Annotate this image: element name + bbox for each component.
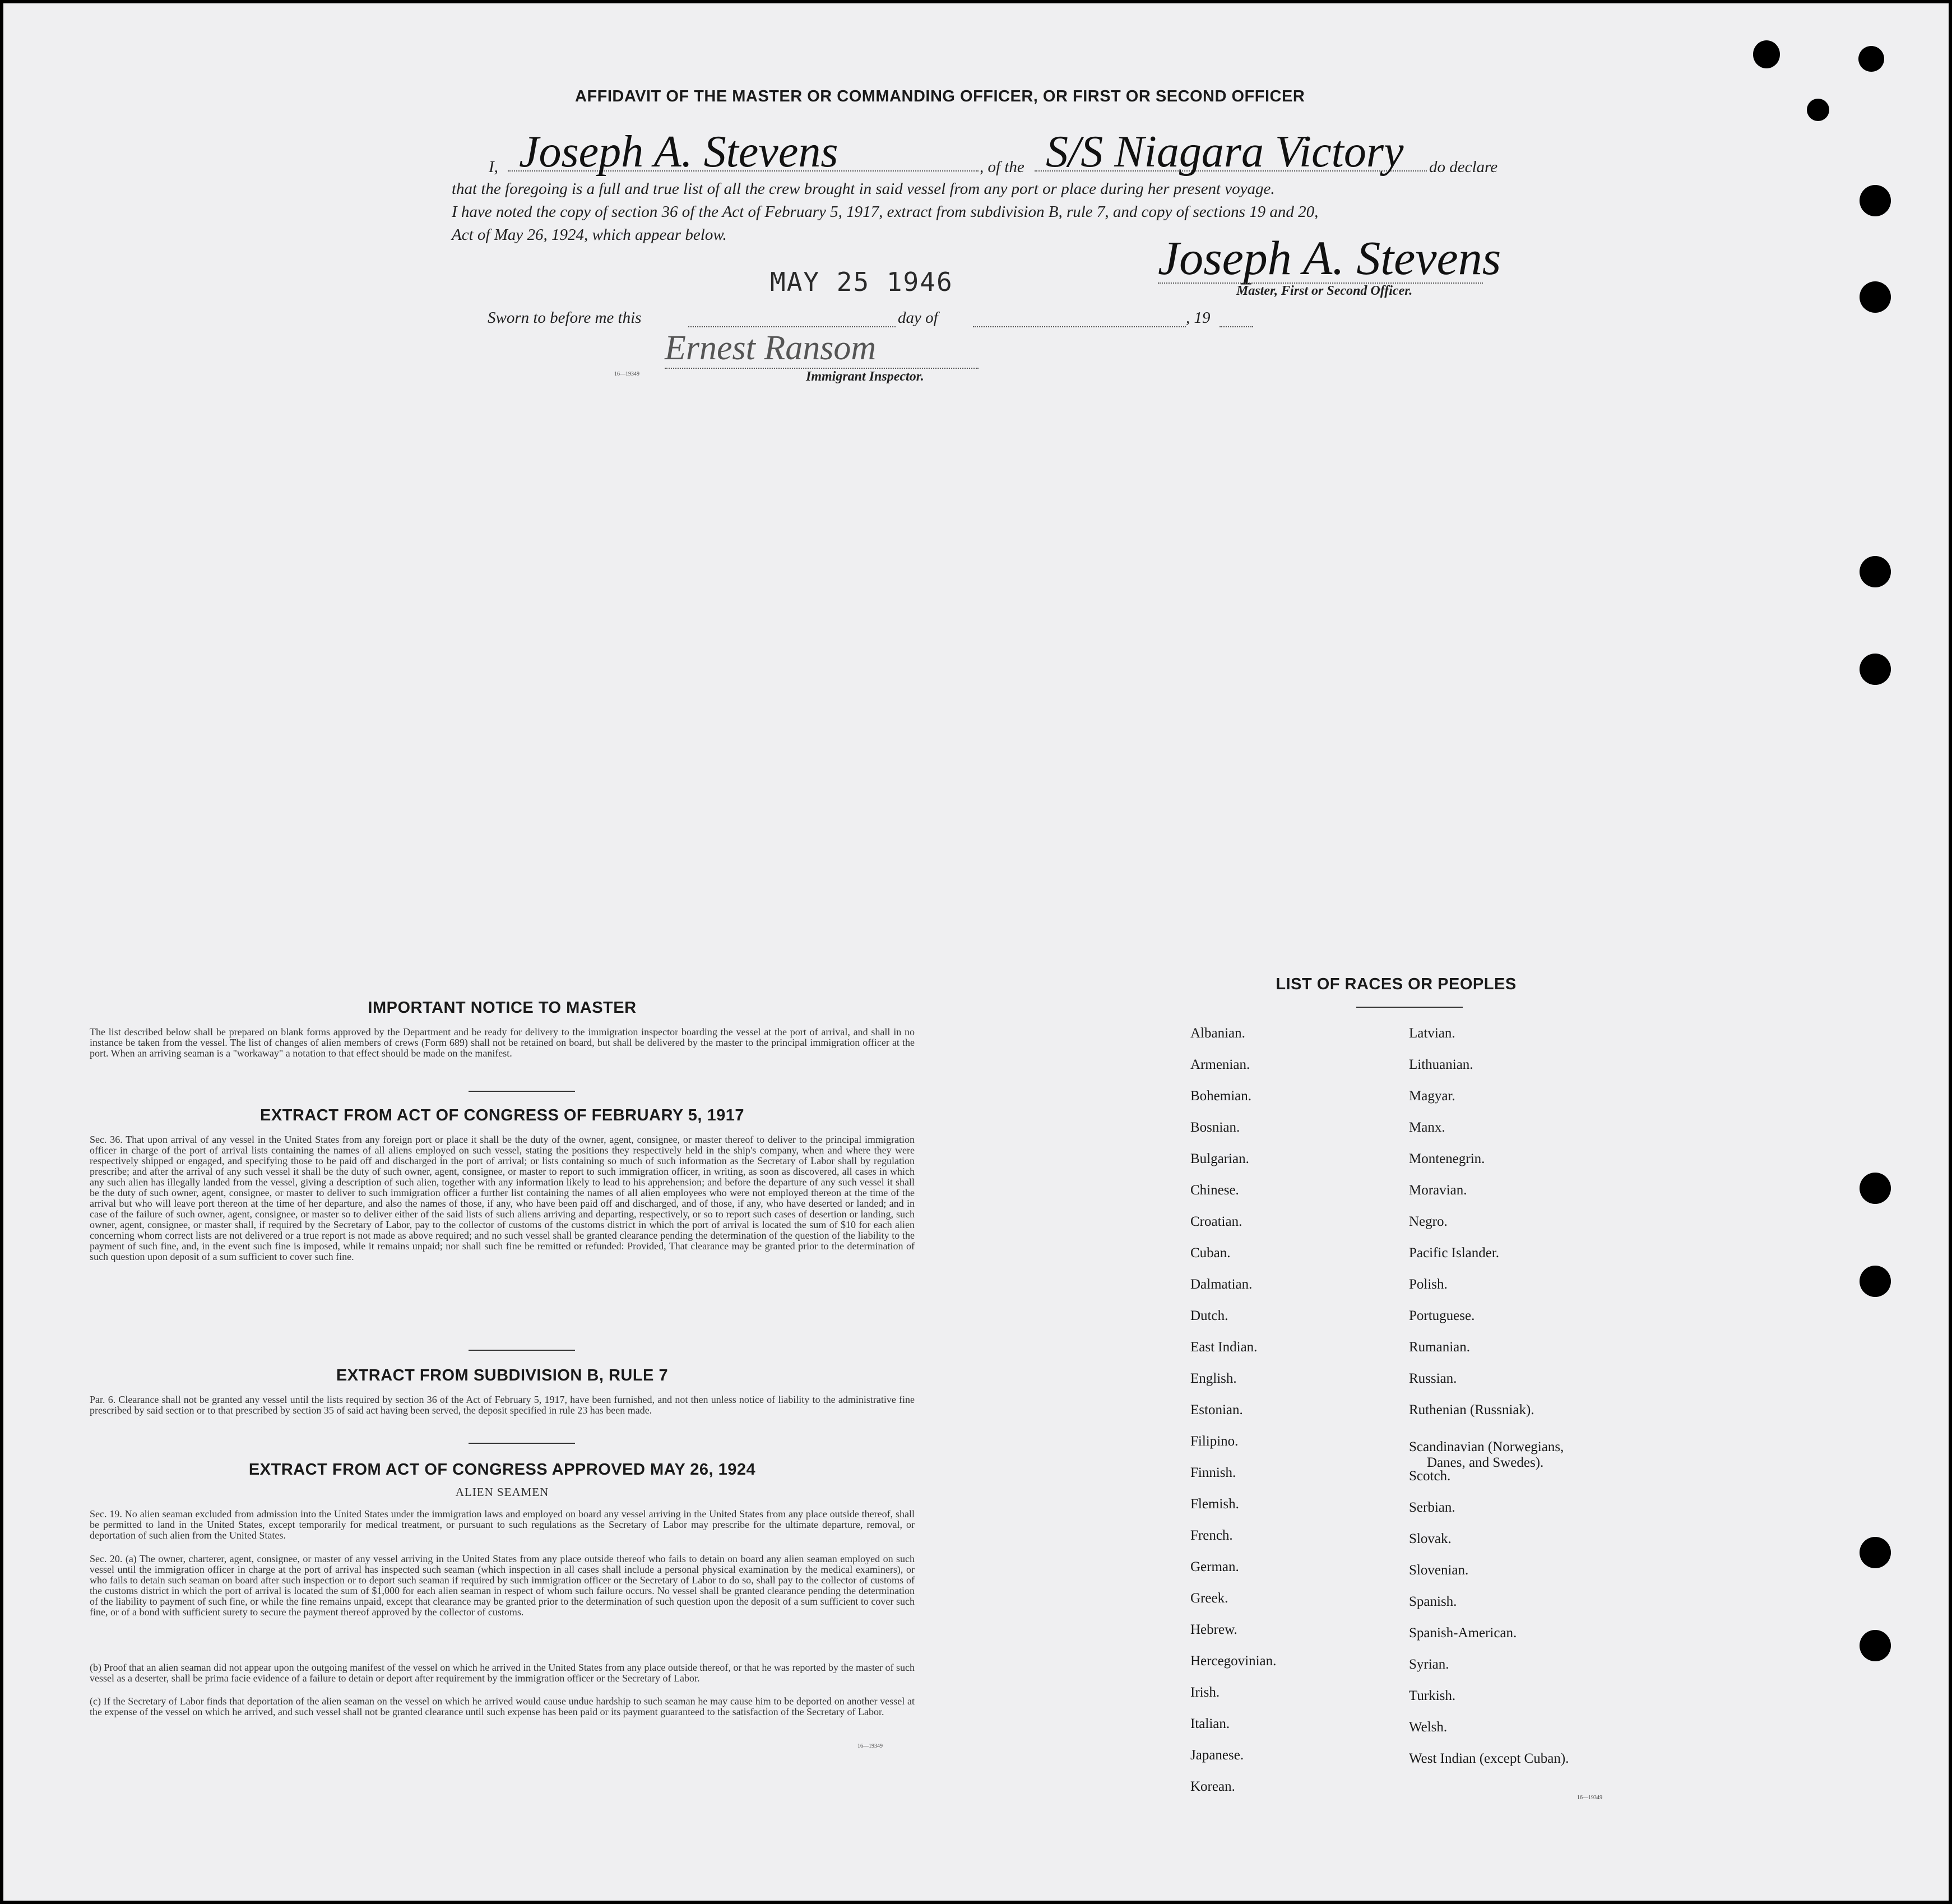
race-item: Latvian. [1409,1026,1455,1041]
form-number: 16—19349 [857,1743,883,1749]
race-item: Spanish-American. [1409,1625,1517,1641]
race-item: Finnish. [1190,1465,1236,1480]
race-item: Pacific Islander. [1409,1245,1500,1261]
divider [1356,1007,1463,1008]
race-item: Serbian. [1409,1500,1455,1515]
punch-hole [1860,1537,1891,1568]
punch-hole [1753,40,1780,68]
inspector-role: Immigrant Inspector. [806,369,924,384]
line1-end: do declare [1429,158,1498,176]
line1-prefix: I, [489,158,498,176]
race-item: Scotch. [1409,1468,1451,1484]
punch-hole [1860,1630,1891,1661]
sec19-body: Sec. 19. No alien seaman excluded from admission into the United States under the immigration laws and employed on board any vessel arriving in the United States from any place outside thereof, shall be permitted to land in the United States, except temporarily for medical treatment, or pursuant to such regulations as the Secretary of Labor may prescribe for the ultimate departure, removal, or deportation of such alien from the United States. [90,1508,915,1541]
race-item: Armenian. [1190,1057,1250,1072]
race-item: Ruthenian (Russniak). [1409,1402,1534,1417]
subdivision-b-body: Par. 6. Clearance shall not be granted any vessel until the lists required by section 36 of the Act of February 5, 1917, have been furnished, and not then unless notice of liability to the administrative fine prescribed by said section or to that prescribed by section 35 of said act having been served, the deposit specified in rule 23 has been made. [90,1394,915,1416]
race-item: Chinese. [1190,1183,1239,1198]
line1-of: , of the [980,158,1024,176]
race-item: Polish. [1409,1277,1448,1292]
race-item: Bohemian. [1190,1088,1252,1104]
line2: that the foregoing is a full and true list of all the crew brought in said vessel from any port or place during her present voyage. [452,180,1275,198]
race-item: Bulgarian. [1190,1151,1249,1166]
line4: Act of May 26, 1924, which appear below. [452,226,727,244]
race-item: Danes, and Swedes). [1427,1455,1544,1470]
race-item: Welsh. [1409,1720,1448,1735]
year-blank [1220,326,1253,327]
race-item: Filipino. [1190,1434,1239,1449]
punch-hole [1858,46,1884,72]
race-item: English. [1190,1371,1237,1386]
race-item: East Indian. [1190,1340,1258,1355]
race-item: Slovenian. [1409,1563,1469,1578]
inspector-blank [665,368,979,369]
race-item: Slovak. [1409,1531,1452,1546]
race-item: West Indian (except Cuban). [1409,1751,1569,1766]
affidavit-title: AFFIDAVIT OF THE MASTER OR COMMANDING OFFICER, OR FIRST OR SECOND OFFICER [575,87,1305,105]
race-item: Rumanian. [1409,1340,1471,1355]
form-number: 16—19349 [1577,1795,1602,1801]
year-prefix: , 19 [1186,309,1211,327]
alien-seamen-subtitle: ALIEN SEAMEN [455,1485,549,1499]
race-item: Russian. [1409,1371,1457,1386]
inspector-signature: Ernest Ransom [665,329,877,367]
race-item: Korean. [1190,1779,1235,1794]
subdivision-b-title: EXTRACT FROM SUBDIVISION B, RULE 7 [336,1366,669,1384]
race-item: Portuguese. [1409,1308,1475,1323]
race-item: Magyar. [1409,1088,1455,1104]
notice-body: The list described below shall be prepared on blank forms approved by the Department and be ready for delivery to the immigration inspector boarding the vessel at the port of arrival, and shall in no instance be taken from the vessel. The list of changes of alien members of crews (Form 689) shall not be retained on board, but shall be delivered by the master to the principal immigration officer at the port. When an arriving seaman is a "workaway" a notation to that effect should be made on the manifest. [90,1026,915,1059]
divider [469,1350,575,1351]
divider [469,1443,575,1444]
race-item: Japanese. [1190,1748,1244,1763]
punch-hole [1807,99,1829,121]
race-item: Dalmatian. [1190,1277,1253,1292]
race-item: Flemish. [1190,1497,1239,1512]
race-item: Italian. [1190,1716,1230,1731]
divider [469,1091,575,1092]
line3: I have noted the copy of section 36 of the Act of February 5, 1917, extract from subdivision B, rule 7, and copy of sections 19 and 20, [452,203,1319,221]
race-item: Syrian. [1409,1657,1449,1672]
sec20b-body: (b) Proof that an alien seaman did not appear upon the outgoing manifest of the vessel on which he arrived in the United States from any place outside thereof, or that he was reported by the master of such vessel as a deserter, shall be prima facie evidence of a failure to detain or deport after requirement by the immigration officer or the Secretary of Labor. [90,1662,915,1684]
race-item: Negro. [1409,1214,1448,1229]
extract-1924-title: EXTRACT FROM ACT OF CONGRESS APPROVED MAY 26, 1924 [248,1461,756,1479]
punch-hole [1860,1266,1891,1297]
extract-1917-body: Sec. 36. That upon arrival of any vessel in the United States from any foreign port or place it shall be the duty of the owner, agent, consignee, or master thereof to deliver to the principal immigration officer in charge of the port of arrival lists containing the names of all aliens employed on such vessel, stating the positions they respectively held in the ship's company, when and where they were respectively shipped or engaged, and specifying those to be paid off and discharged in the port of arrival; or lists containing so much of such information as the Secretary of Labor shall by regulation prescribe; and after the arrival of any such vessel it shall be the duty of such owner, agent, consignee, or master to report to such immigration officer, in writing, as soon as discovered, all cases in which any such alien has illegally landed from the vessel, giving a description of such alien, together with any information likely to lead to his apprehension; and before the departure of any such vessel it shall be the duty of such owner, agent, consignee, or master to deliver to such immigration officer a further list containing the names of all alien employees who were not employed thereon at the time of the arrival but who will leave port thereon at the time of her departure, and also the names of those, if any, who have been paid off and discharged, and of those, if any, who have deserted or landed; and in case of the failure of such owner, agent, consignee, or master so to deliver either of the said lists of such aliens arriving and departing, respectively, or so to report such cases of desertion or landing, such owner, agent, consignee, or master shall, if required by the Secretary of Labor, pay to the collector of customs of the customs district in which the port of arrival is located the sum of $10 for each alien concerning whom correct lists are not delivered or a true report is not made as above required; and no such vessel shall be granted clearance pending the determination of the question of the liability to the payment of such fine, and, in the event such fine is imposed, while it remains unpaid; nor shall such fine be remitted or refunded: Provided, That clearance may be granted prior to the determination of such question upon deposit of a sum sufficient to cover such fine. [90,1134,915,1262]
race-item: Bosnian. [1190,1120,1240,1135]
sworn-label: Sworn to before me this [488,309,642,327]
date-stamp: MAY 25 1946 [770,267,953,297]
race-item: French. [1190,1528,1233,1543]
race-item: Cuban. [1190,1245,1231,1261]
race-item: German. [1190,1559,1239,1574]
race-item: Croatian. [1190,1214,1242,1229]
race-item: Scandinavian (Norwegians, [1409,1439,1564,1454]
race-item: Greek. [1190,1591,1228,1606]
race-item: Irish. [1190,1685,1220,1700]
race-item: Hebrew. [1190,1622,1237,1637]
signer-role: Master, First or Second Officer. [1236,284,1413,298]
race-item: Montenegrin. [1409,1151,1485,1166]
master-name-handwriting: Joseph A. Stevens [519,127,838,177]
race-item: Hercegovinian. [1190,1653,1277,1669]
sec20c-body: (c) If the Secretary of Labor finds that deportation of the alien seaman on the vessel on which he arrived would cause undue hardship to such seaman he may cause him to be deported on another vessel at the expense of the vessel on which he arrived, and such vessel shall not be granted clearance until such expense has been paid or its payment guaranteed to the satisfaction of the Secretary of Labor. [90,1695,915,1717]
race-item: Dutch. [1190,1308,1228,1323]
race-item: Turkish. [1409,1688,1456,1703]
day-of-label: day of [898,309,938,327]
sec20a-body: Sec. 20. (a) The owner, charterer, agent, consignee, or master of any vessel arriving in the United States from any place outside thereof who fails to detain on board any alien seaman employed on such vessel until the immigration officer in charge at the port of arrival has inspected such seaman (which inspection in all cases shall include a personal physical examination by the medical examiners), or who fails to detain such seaman on board after such inspection or to deport such seaman if required by such immigration officer or the Secretary of Labor to do so, shall pay to the collector of customs of the customs district in which the port of arrival is located the sum of $1,000 for each alien seaman in respect of whom such failure occurs. No vessel shall be granted clearance pending the determination of the liability to payment of such fine, or while the fine remains unpaid, except that clearance may be granted prior to the determination of such question upon the deposit of a sum sufficient to cover such fine, or of a bond with sufficient surety to secure the payment thereof approved by the collector of customs. [90,1553,915,1618]
master-signature: Joseph A. Stevens [1158,231,1501,285]
extract-1917-title: EXTRACT FROM ACT OF CONGRESS OF FEBRUARY 5, 1917 [259,1106,745,1124]
punch-hole [1860,185,1891,216]
race-item: Lithuanian. [1409,1057,1473,1072]
document-page [3,3,1949,1901]
sworn-day-blank [688,326,896,327]
punch-hole [1860,281,1891,313]
punch-hole [1860,654,1891,685]
race-item: Manx. [1409,1120,1445,1135]
race-item: Estonian. [1190,1402,1243,1417]
notice-title: IMPORTANT NOTICE TO MASTER [368,999,637,1017]
race-item: Moravian. [1409,1183,1467,1198]
vessel-name-handwriting: S/S Niagara Victory [1046,127,1404,177]
race-item: Albanian. [1190,1026,1245,1041]
race-item: Spanish. [1409,1594,1457,1609]
punch-hole [1860,556,1891,587]
races-title: LIST OF RACES OR PEOPLES [1276,975,1517,993]
form-number: 16—19349 [614,371,639,377]
sworn-month-blank [973,326,1186,327]
punch-hole [1860,1173,1891,1204]
